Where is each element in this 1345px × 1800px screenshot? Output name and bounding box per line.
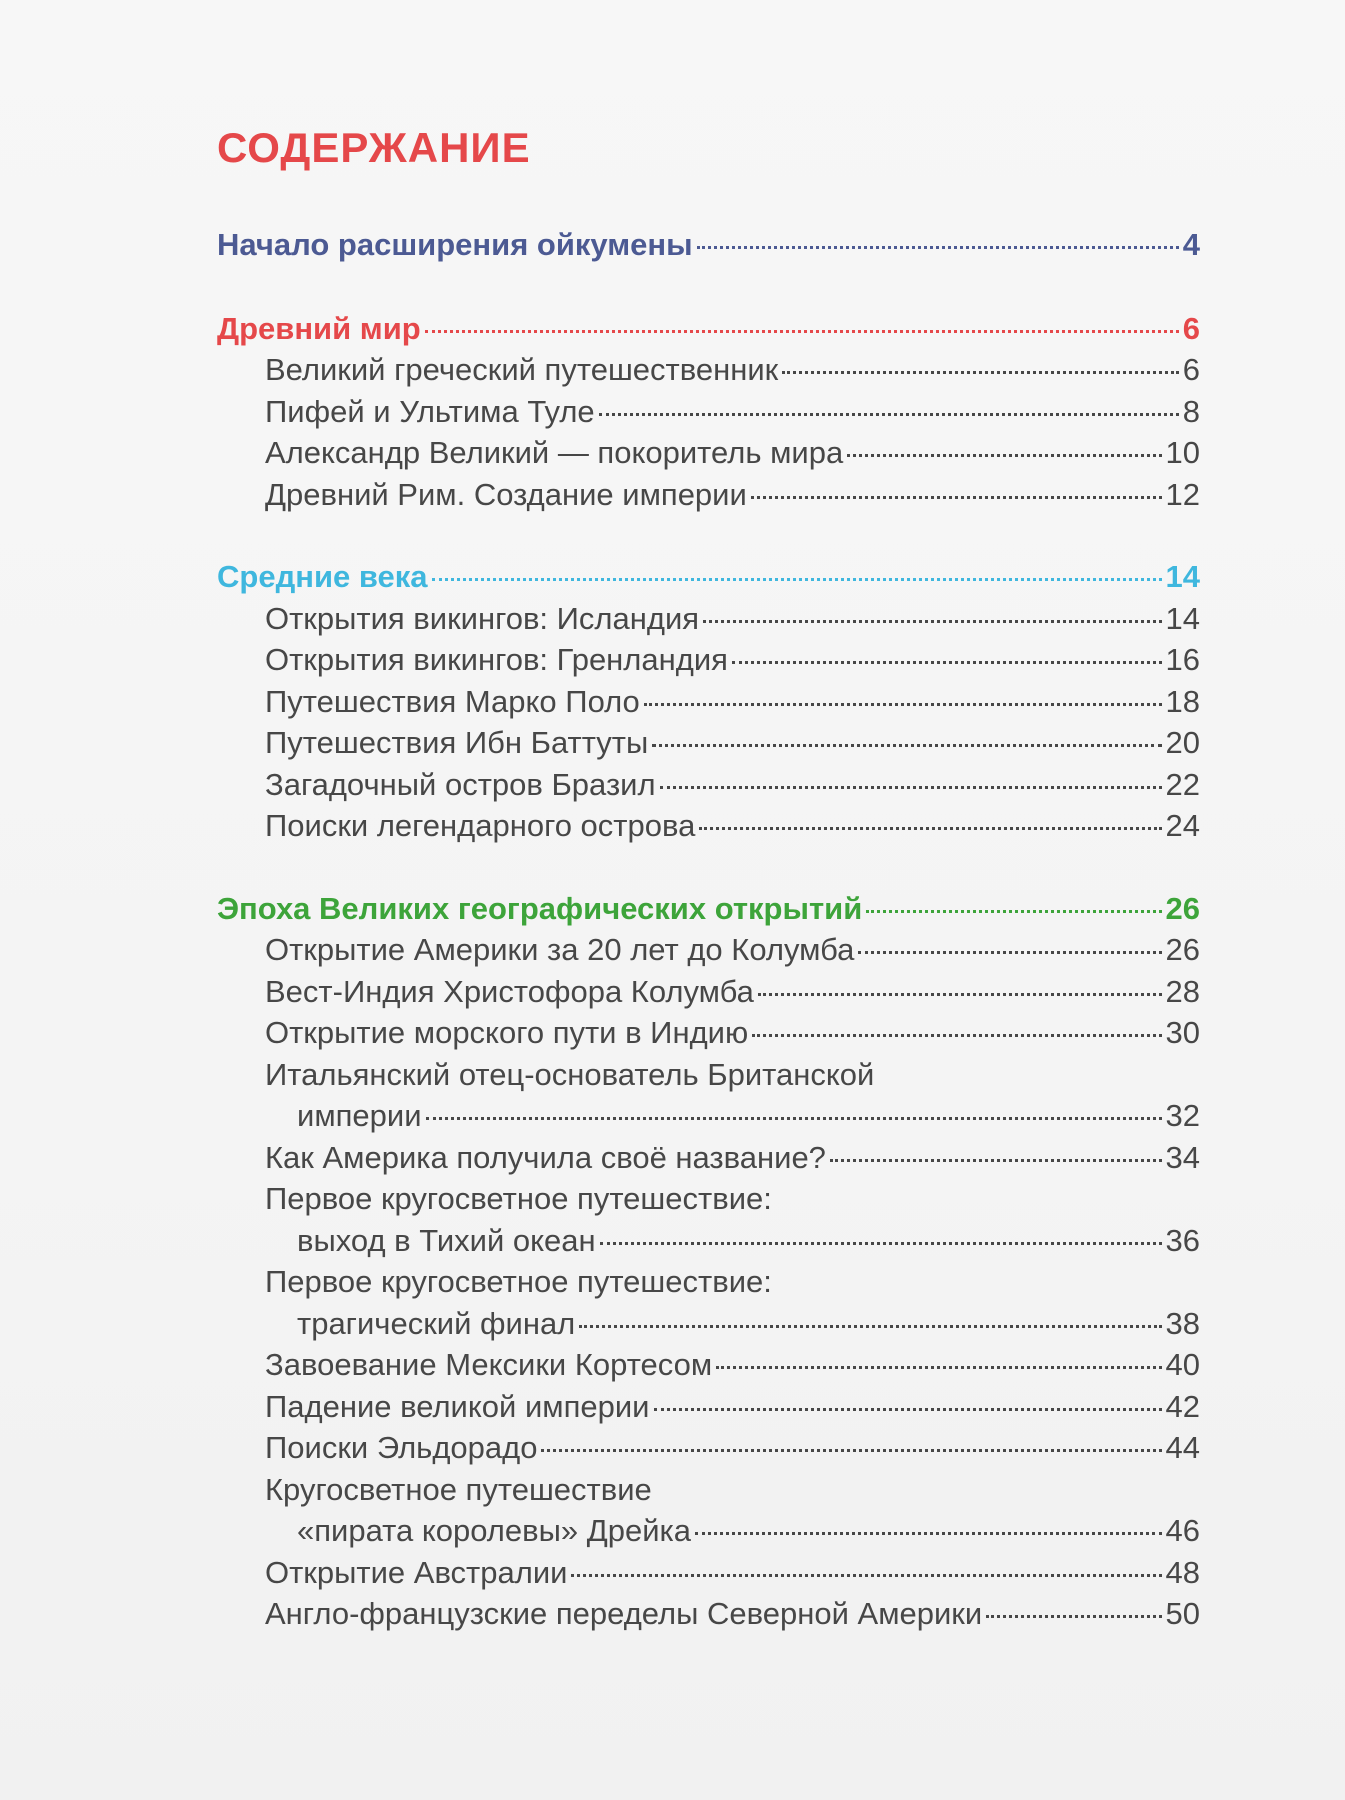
dot-leader xyxy=(986,1615,1161,1618)
toc-group-discovery xyxy=(217,888,1200,1635)
page-number: 4 xyxy=(1182,227,1200,262)
dot-leader xyxy=(758,993,1162,996)
entry-label: трагический финал xyxy=(297,1305,576,1341)
toc-entry[interactable] xyxy=(217,1469,1200,1511)
entry-label: Первое кругосветное путешествие: xyxy=(265,1181,772,1216)
entry-label: Кругосветное путешествие xyxy=(265,1471,652,1507)
dot-leader xyxy=(716,1366,1161,1369)
toc-entry-continuation[interactable] xyxy=(217,1303,1200,1345)
entry-label: Древний Рим. Создание империи xyxy=(265,476,747,512)
dot-leader xyxy=(599,413,1179,416)
entry-label: Итальянский отец-основатель Британской xyxy=(265,1056,875,1092)
entry-label: Путешествия Марко Поло xyxy=(265,683,640,719)
dot-leader xyxy=(541,1449,1161,1452)
dot-leader xyxy=(697,246,1179,249)
toc-entry[interactable] xyxy=(217,432,1200,474)
table-of-contents xyxy=(217,224,1200,1635)
entry-label: Открытия викингов: Исландия xyxy=(265,600,700,636)
dot-leader xyxy=(579,1325,1161,1328)
page-number: 6 xyxy=(1182,352,1200,387)
entry-label: Открытия викингов: Гренландия xyxy=(265,642,728,677)
dot-leader xyxy=(600,1242,1162,1245)
dot-leader xyxy=(782,371,1179,374)
page-number: 50 xyxy=(1165,1596,1200,1631)
dot-leader xyxy=(858,951,1161,954)
toc-entry-continuation[interactable] xyxy=(217,1220,1200,1262)
page-number: 6 xyxy=(1182,310,1200,346)
toc-entry[interactable] xyxy=(217,971,1200,1013)
dot-leader xyxy=(732,661,1162,664)
toc-entry[interactable] xyxy=(217,1137,1200,1179)
page-number: 42 xyxy=(1165,1388,1200,1424)
page-number: 48 xyxy=(1165,1554,1200,1590)
toc-entry[interactable] xyxy=(217,391,1200,433)
entry-label: Александр Великий — покоритель мира xyxy=(265,435,844,470)
page-number: 34 xyxy=(1165,1139,1200,1175)
dot-leader xyxy=(571,1574,1161,1577)
toc-section-discovery[interactable] xyxy=(217,888,1200,930)
toc-section-medieval[interactable] xyxy=(217,556,1200,598)
dot-leader xyxy=(847,454,1161,457)
page-number: 22 xyxy=(1165,766,1200,802)
toc-group-medieval xyxy=(217,556,1200,847)
toc-group-ancient xyxy=(217,308,1200,516)
entry-label: Открытие Америки за 20 лет до Колумба xyxy=(265,932,855,967)
page-number: 30 xyxy=(1165,1015,1200,1050)
entry-label: Загадочный остров Бразил xyxy=(265,766,656,802)
dot-leader xyxy=(432,578,1162,581)
page-number: 26 xyxy=(1165,890,1200,926)
toc-entry-continuation[interactable] xyxy=(217,1095,1200,1137)
toc-entry-continuation[interactable] xyxy=(217,1510,1200,1552)
entry-label: Поиски Эльдорадо xyxy=(265,1430,538,1465)
page-title: СОДЕРЖАНИЕ xyxy=(217,124,531,171)
entry-label: Англо-французские переделы Северной Америки xyxy=(265,1596,983,1631)
page-number: 14 xyxy=(1165,600,1200,636)
page-number: 36 xyxy=(1165,1222,1200,1258)
dot-leader xyxy=(652,744,1161,747)
toc-entry[interactable] xyxy=(217,1012,1200,1054)
page-number: 24 xyxy=(1165,808,1200,843)
toc-section-intro[interactable] xyxy=(217,224,1200,266)
entry-label: Эпоха Великих географических открытий xyxy=(217,890,863,926)
page-number: 26 xyxy=(1165,932,1200,967)
toc-entry[interactable] xyxy=(217,1344,1200,1386)
dot-leader xyxy=(644,703,1162,706)
toc-entry[interactable] xyxy=(217,1552,1200,1594)
page-number: 14 xyxy=(1165,559,1200,594)
page-number: 38 xyxy=(1165,1305,1200,1341)
toc-entry[interactable] xyxy=(217,764,1200,806)
entry-label: Поиски легендарного острова xyxy=(265,808,696,843)
entry-label: «пирата королевы» Дрейка xyxy=(297,1513,692,1548)
entry-label: Как Америка получила своё название? xyxy=(265,1139,826,1175)
toc-entry[interactable] xyxy=(217,598,1200,640)
dot-leader xyxy=(654,1408,1162,1411)
entry-label: Первое кругосветное путешествие: xyxy=(265,1264,772,1299)
dot-leader xyxy=(660,786,1162,789)
toc-entry[interactable] xyxy=(217,722,1200,764)
entry-label: Падение великой империи xyxy=(265,1388,650,1424)
dot-leader xyxy=(830,1159,1162,1162)
page-number: 20 xyxy=(1165,725,1200,760)
toc-entry[interactable] xyxy=(217,1593,1200,1635)
toc-entry[interactable] xyxy=(217,474,1200,516)
entry-label: Средние века xyxy=(217,559,428,594)
dot-leader xyxy=(751,496,1162,499)
page-number: 32 xyxy=(1165,1098,1200,1133)
dot-leader xyxy=(699,827,1161,830)
entry-label: Открытие морского пути в Индию xyxy=(265,1015,749,1050)
page-number: 8 xyxy=(1182,393,1200,429)
dot-leader xyxy=(752,1034,1161,1037)
dot-leader xyxy=(425,330,1179,333)
dot-leader xyxy=(426,1117,1162,1120)
toc-entry[interactable] xyxy=(217,805,1200,847)
entry-label: Вест-Индия Христофора Колумба xyxy=(265,973,754,1009)
dot-leader xyxy=(866,910,1161,913)
toc-section-ancient[interactable] xyxy=(217,308,1200,350)
toc-entry[interactable] xyxy=(217,1386,1200,1428)
page-number: 18 xyxy=(1165,683,1200,719)
entry-label: империи xyxy=(297,1098,422,1133)
page-number: 40 xyxy=(1165,1347,1200,1382)
page-number: 44 xyxy=(1165,1430,1200,1465)
dot-leader xyxy=(695,1532,1162,1535)
entry-label: выход в Тихий океан xyxy=(297,1222,596,1258)
entry-label: Древний мир xyxy=(217,310,421,346)
entry-label: Завоевание Мексики Кортесом xyxy=(265,1347,713,1382)
entry-label: Пифей и Ультима Туле xyxy=(265,393,595,429)
page-number: 16 xyxy=(1165,642,1200,677)
toc-entry[interactable] xyxy=(217,1054,1200,1096)
page-number: 46 xyxy=(1165,1513,1200,1548)
toc-entry[interactable] xyxy=(217,1427,1200,1469)
toc-entry[interactable] xyxy=(217,1178,1200,1220)
page-number: 28 xyxy=(1165,973,1200,1009)
section-label: Начало расширения ойкумены xyxy=(217,227,693,262)
dot-leader xyxy=(703,620,1161,623)
toc-entry[interactable] xyxy=(217,349,1200,391)
toc-entry[interactable] xyxy=(217,929,1200,971)
toc-entry[interactable] xyxy=(217,681,1200,723)
entry-label: Великий греческий путешественник xyxy=(265,352,779,387)
entry-label: Открытие Австралии xyxy=(265,1554,568,1590)
toc-entry[interactable] xyxy=(217,1261,1200,1303)
toc-entry[interactable] xyxy=(217,639,1200,681)
page-number: 10 xyxy=(1165,435,1200,470)
page-number: 12 xyxy=(1165,476,1200,512)
entry-label: Путешествия Ибн Баттуты xyxy=(265,725,649,760)
